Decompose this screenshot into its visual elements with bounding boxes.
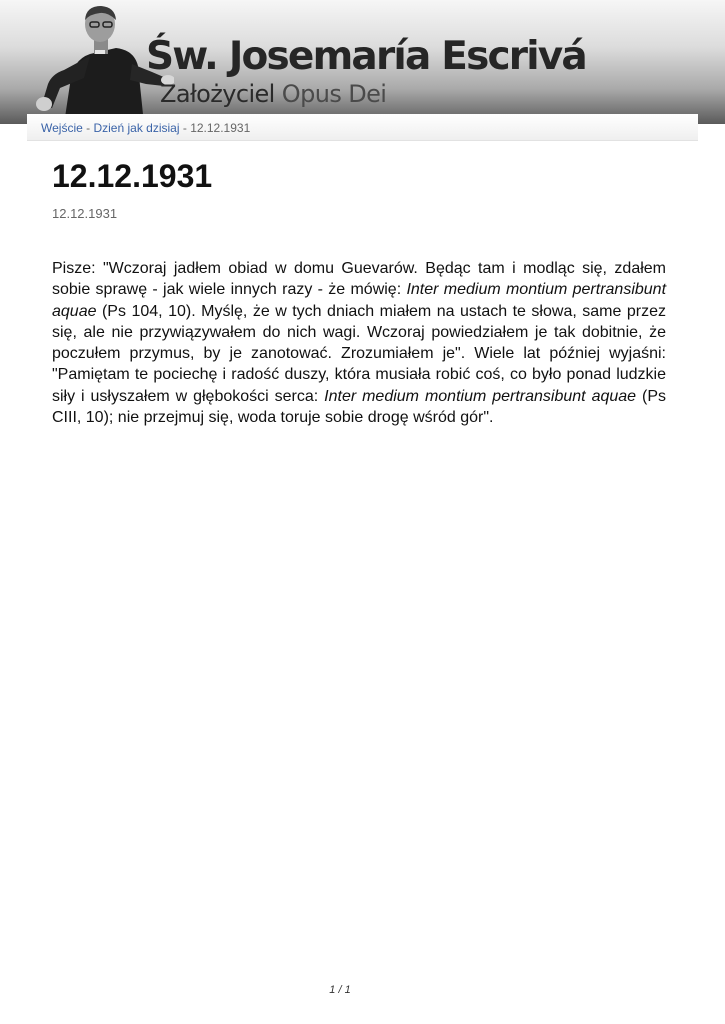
site-subtitle (160, 80, 386, 108)
article-date: 12.12.1931 (52, 206, 118, 221)
breadcrumb-section-link[interactable]: Dzień jak dzisiaj (93, 121, 180, 135)
body-text-part-3: (Ps CIII, 10); nie przejmuj się, woda toruje sobie drogę wśród gór". (52, 387, 666, 427)
breadcrumb (27, 114, 698, 141)
breadcrumb-home-link[interactable]: Wejście (41, 121, 83, 135)
page-number: 1 / 1 (329, 984, 351, 996)
latin-quote-1: Inter medium montium pertransibunt aquae (52, 281, 667, 320)
body-text-part-2: (Ps 104, 10). Myślę, że w tych dniach miałem na ustach te słowa, same przez się, ale nie przywiązywałem do nich wagi. Wczoraj powiedziałem je tak dobitnie, że poczułem przymus, by je zanotować. Zrozumiałem je". Wiele lat później wyjaśni: "Pamiętam te pociechę i radość duszy, która musiała robić coś, co było ponad ludzkie siły i usłyszałem w głębokości serca: (52, 302, 666, 405)
site-subtitle-founder: Założyciel (160, 80, 275, 108)
site-header (0, 0, 725, 124)
page-title: 12.12.1931 (52, 158, 213, 194)
body-text-part-1: Pisze: "Wczoraj jadłem obiad w domu Guevarów. Będąc tam i modląc się, zdałem sobie sprawę - jak wiele innych razy - że mówię: (52, 260, 666, 299)
site-title: Św. Josemaría Escrivá (146, 34, 586, 79)
breadcrumb-separator: - (82, 121, 94, 135)
article-body (52, 258, 666, 428)
latin-quote-2: Inter medium montium pertransibunt aquae (324, 387, 637, 405)
breadcrumb-separator: - (179, 121, 191, 135)
site-subtitle-org: Opus Dei (281, 80, 387, 108)
breadcrumb-current: 12.12.1931 (190, 121, 251, 135)
